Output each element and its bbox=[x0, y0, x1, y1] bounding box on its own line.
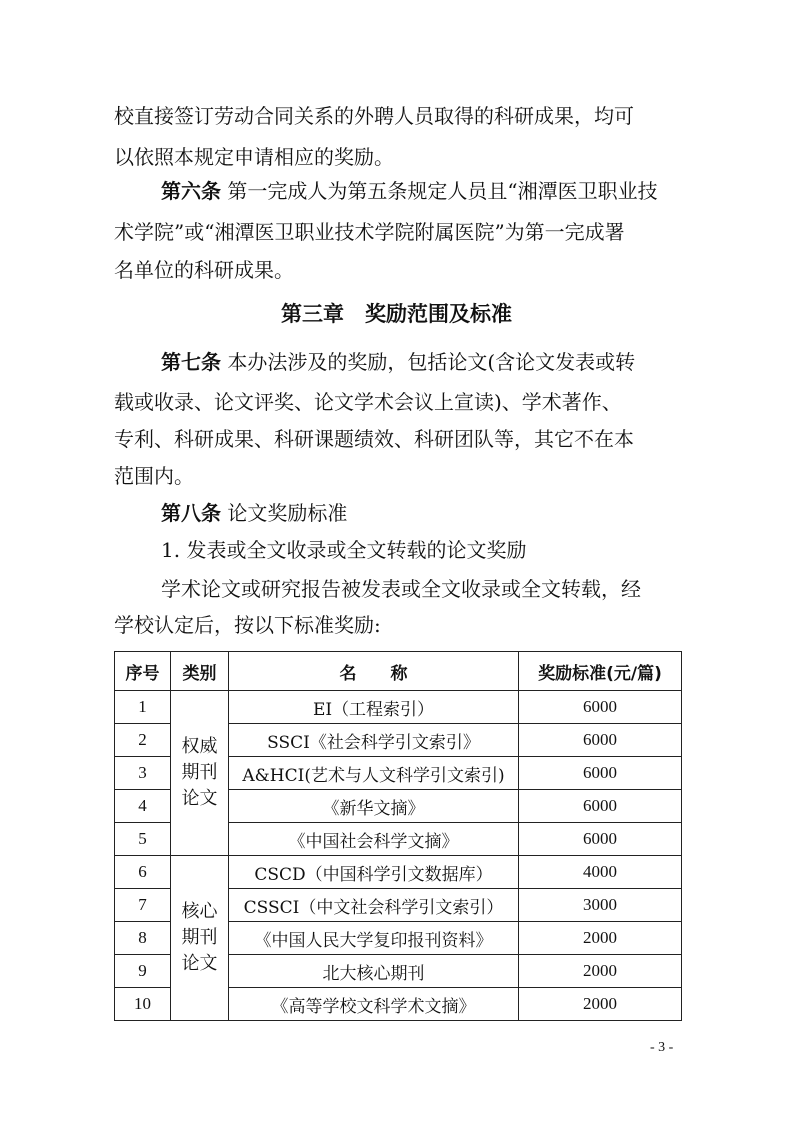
row-award: 6000 bbox=[519, 790, 682, 823]
table-row bbox=[115, 856, 682, 889]
paragraph-line: 术学院”或“湘潭医卫职业技术学院附属医院”为第一完成署 bbox=[114, 220, 625, 244]
paragraph-line: 名单位的科研成果。 bbox=[114, 258, 294, 282]
paragraph-line: 以依照本规定申请相应的奖励。 bbox=[114, 145, 394, 169]
paragraph-line: 校直接签订劳动合同关系的外聘人员取得的科研成果，均可 bbox=[114, 104, 634, 128]
paragraph-line: 专利、科研成果、科研课题绩效、科研团队等，其它不在本 bbox=[114, 427, 634, 451]
row-no: 1 bbox=[115, 691, 171, 724]
item-1-heading: 1. 发表或全文收录或全文转载的论文奖励 bbox=[161, 538, 527, 562]
paragraph-line: 学术论文或研究报告被发表或全文收录或全文转载，经 bbox=[161, 577, 641, 601]
row-name: EI（工程索引） bbox=[229, 691, 519, 724]
row-award: 6000 bbox=[519, 691, 682, 724]
article-8-label: 第八条 bbox=[161, 501, 221, 525]
header-category: 类别 bbox=[171, 652, 229, 691]
row-award: 4000 bbox=[519, 856, 682, 889]
row-no: 8 bbox=[115, 922, 171, 955]
row-award: 3000 bbox=[519, 889, 682, 922]
article-8-text: 论文奖励标准 bbox=[221, 501, 348, 525]
row-name: SSCI《社会科学引文索引》 bbox=[229, 724, 519, 757]
paragraph-line: 学校认定后，按以下标准奖励: bbox=[114, 613, 381, 637]
header-award: 奖励标准(元/篇) bbox=[519, 652, 682, 691]
row-name: A&HCI(艺术与人文科学引文索引) bbox=[229, 757, 519, 790]
row-award: 6000 bbox=[519, 823, 682, 856]
row-award: 6000 bbox=[519, 757, 682, 790]
row-name: 《中国人民大学复印报刊资料》 bbox=[229, 922, 519, 955]
table-header-row bbox=[115, 652, 682, 691]
row-name: 《高等学校文科学术文摘》 bbox=[229, 988, 519, 1021]
row-award: 6000 bbox=[519, 724, 682, 757]
category-core: 核心期刊论文 bbox=[171, 856, 229, 1021]
row-no: 4 bbox=[115, 790, 171, 823]
header-name: 名 称 bbox=[229, 652, 519, 691]
row-no: 2 bbox=[115, 724, 171, 757]
row-name: 北大核心期刊 bbox=[229, 955, 519, 988]
row-name: 《中国社会科学文摘》 bbox=[229, 823, 519, 856]
article-7-label: 第七条 bbox=[161, 350, 221, 374]
row-no: 3 bbox=[115, 757, 171, 790]
row-award: 2000 bbox=[519, 955, 682, 988]
row-award: 2000 bbox=[519, 988, 682, 1021]
row-name: 《新华文摘》 bbox=[229, 790, 519, 823]
page-number: - 3 - bbox=[650, 1040, 674, 1055]
row-no: 9 bbox=[115, 955, 171, 988]
row-name: CSCD（中国科学引文数据库） bbox=[229, 856, 519, 889]
chapter-heading: 第三章 奖励范围及标准 bbox=[281, 302, 512, 326]
paragraph-line: 范围内。 bbox=[114, 464, 194, 488]
article-6-text: 第一完成人为第五条规定人员且“湘潭医卫职业技 bbox=[221, 179, 658, 203]
row-no: 5 bbox=[115, 823, 171, 856]
article-6-line-1 bbox=[161, 177, 658, 205]
row-award: 2000 bbox=[519, 922, 682, 955]
header-no: 序号 bbox=[115, 652, 171, 691]
row-no: 10 bbox=[115, 988, 171, 1021]
category-authoritative: 权威期刊论文 bbox=[171, 691, 229, 856]
article-7-text: 本办法涉及的奖励，包括论文(含论文发表或转 bbox=[221, 350, 636, 374]
row-no: 7 bbox=[115, 889, 171, 922]
article-6-label: 第六条 bbox=[161, 179, 221, 203]
article-7-line-1 bbox=[161, 348, 635, 376]
paragraph-line: 载或收录、论文评奖、论文学术会议上宣读)、学术著作、 bbox=[114, 390, 622, 414]
article-8-line bbox=[161, 499, 347, 527]
row-name: CSSCI（中文社会科学引文索引） bbox=[229, 889, 519, 922]
row-no: 6 bbox=[115, 856, 171, 889]
table-row bbox=[115, 691, 682, 724]
award-standards-table bbox=[114, 651, 682, 1021]
